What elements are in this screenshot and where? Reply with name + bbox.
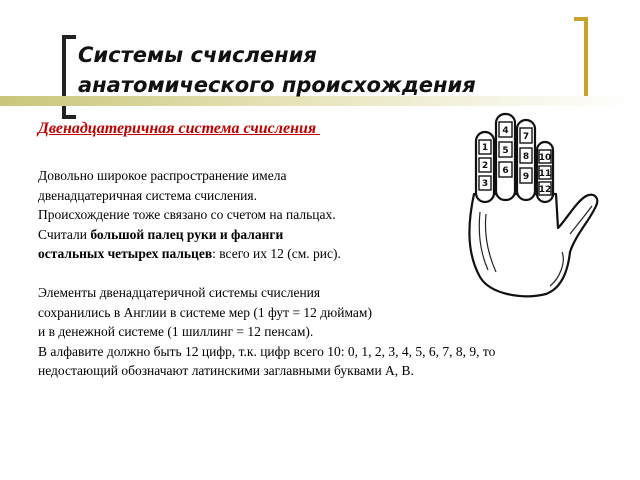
phalanx-label: 12 [538, 185, 552, 195]
text-line: и в денежной системе (1 шиллинг = 12 пенсам). [38, 324, 314, 339]
text-fragment: Считали [38, 226, 91, 242]
section-heading: Двенадцатеричная система счисления [38, 120, 321, 137]
title-bracket-left [62, 35, 76, 119]
phalanx-label: 2 [481, 161, 489, 171]
text-line: двенадцатеричная система счисления. [38, 187, 257, 203]
hand-counting-icon [450, 102, 600, 302]
phalanx-label: 8 [522, 152, 530, 162]
slide-title-line-1: Системы счисления [78, 43, 317, 67]
text-line: сохранились в Англии в системе мер (1 фут = 12 дюймам) [38, 304, 372, 320]
phalanx-label: 7 [522, 132, 530, 142]
text-line: Элементы двенадцатеричной системы счисления [38, 285, 321, 300]
phalanx-label: 3 [481, 179, 489, 189]
text-line: В алфавите должно быть 12 цифр, т.к. цифр всего 10: 0, 1, 2, 3, 4, 5, 6, 7, 8, 9, то [38, 343, 496, 359]
phalanx-label: 9 [522, 172, 530, 182]
phalanx-label: 11 [538, 169, 552, 179]
bold-fragment: остальных четырех пальцев [38, 246, 213, 261]
title-bracket-right [574, 17, 588, 101]
slide-title-line-2: анатомического происхождения [78, 73, 476, 97]
phalanx-label: 1 [481, 143, 489, 153]
text-line: Довольно широкое распространение имела [38, 168, 287, 183]
text-line: недостающий обозначают латинскими заглавными буквами А, В. [38, 363, 414, 378]
phalanx-label: 6 [502, 166, 509, 176]
slide-title [78, 40, 568, 100]
text-fragment: : всего их 12 (см. рис). [212, 246, 341, 261]
phalanx-label: 5 [502, 146, 509, 156]
text-line: Происхождение тоже связано со счетом на пальцах. [38, 207, 336, 222]
phalanx-label: 4 [502, 126, 509, 136]
phalanx-label: 10 [538, 153, 552, 163]
bold-fragment: большой палец руки и фаланги [90, 226, 284, 242]
